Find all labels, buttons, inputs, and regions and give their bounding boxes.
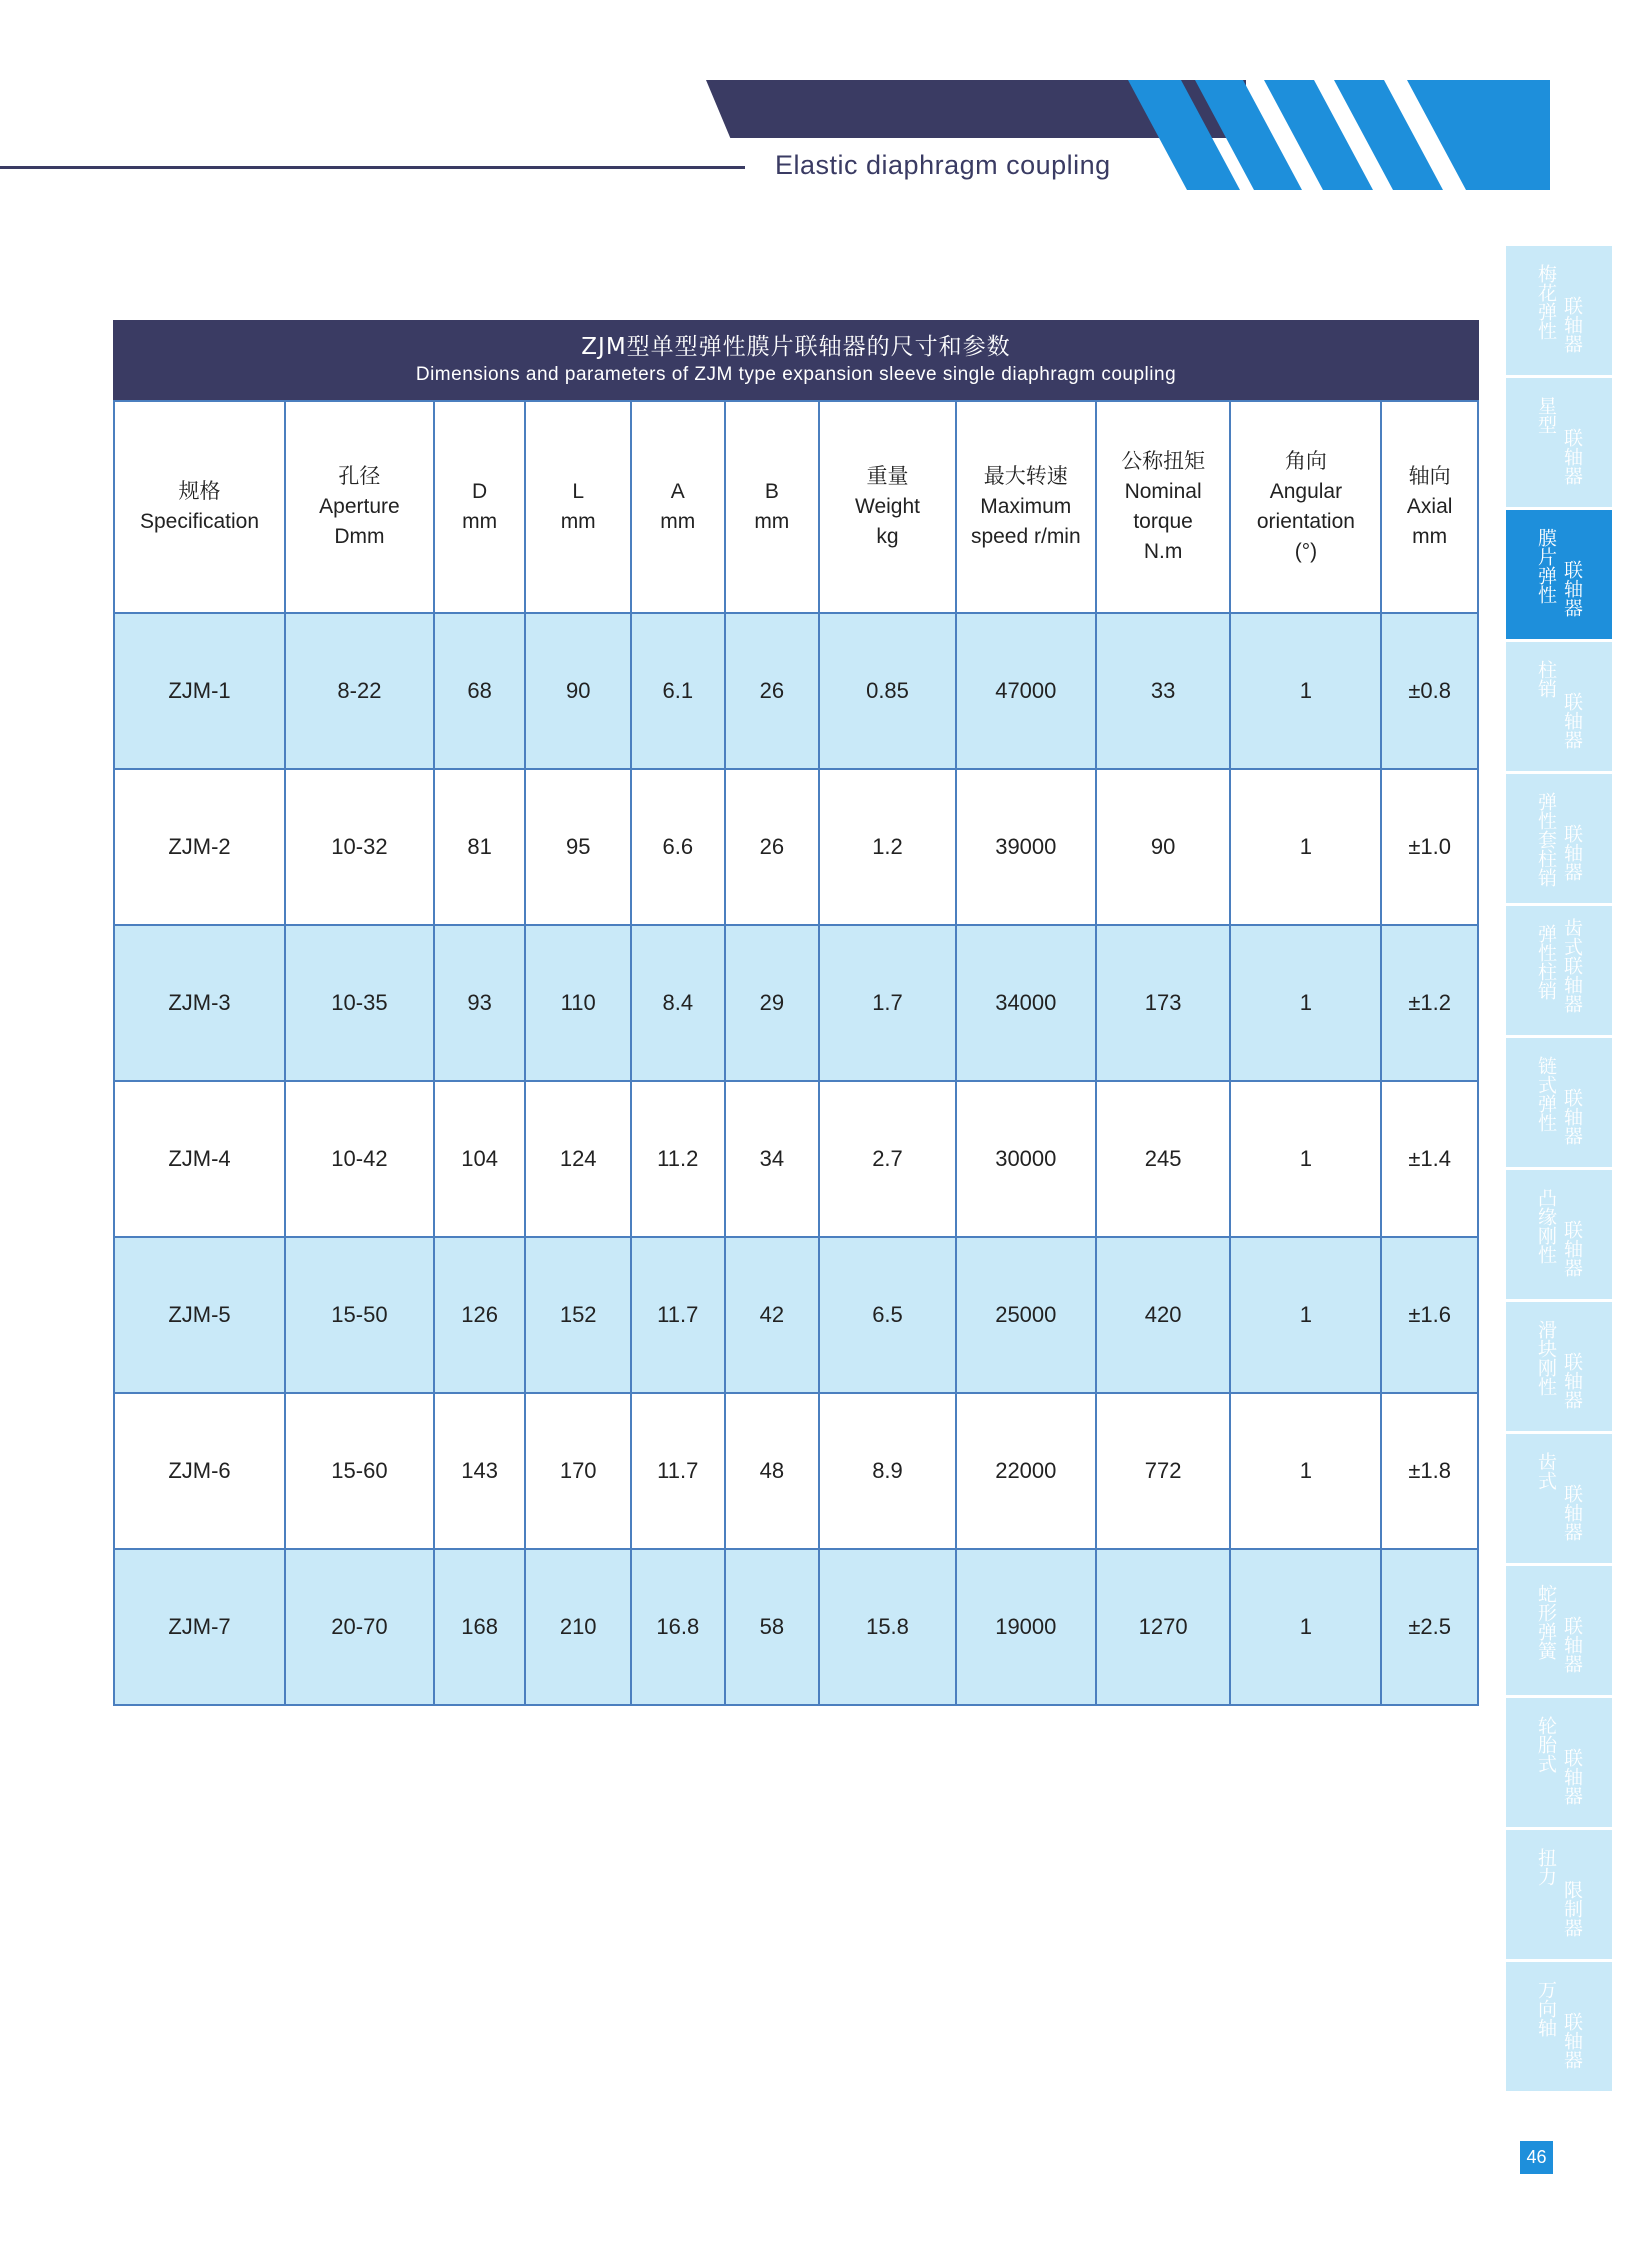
side-tab-label-2: 膜片弹性 [1535, 528, 1557, 604]
table-cell: ±1.4 [1381, 1081, 1478, 1237]
side-nav [1506, 246, 1612, 2094]
table-cell: 126 [434, 1237, 526, 1393]
column-header-line: 角向 [1284, 450, 1327, 473]
column-header-line: (°) [1294, 540, 1318, 563]
column-header [285, 401, 434, 613]
column-header [1230, 401, 1381, 613]
column-header [725, 401, 820, 613]
side-tab-label-2: 柱销 [1535, 660, 1557, 698]
side-tab[interactable] [1506, 1698, 1612, 1827]
column-header-line: mm [660, 510, 696, 533]
table-cell: 15-50 [285, 1237, 434, 1393]
table-cell: ZJM-7 [114, 1549, 285, 1705]
table-cell: 16.8 [631, 1549, 725, 1705]
table-cell: 58 [725, 1549, 820, 1705]
table-cell: 34 [725, 1081, 820, 1237]
table-cell: 48 [725, 1393, 820, 1549]
table-cell: ±1.2 [1381, 925, 1478, 1081]
column-header [525, 401, 631, 613]
table-cell: 1 [1230, 1549, 1381, 1705]
table-cell: 20-70 [285, 1549, 434, 1705]
side-tab-label-2: 轮胎式 [1535, 1716, 1557, 1773]
column-header-line: D [472, 480, 488, 503]
column-header-line: L [572, 480, 585, 503]
column-header [631, 401, 725, 613]
table-cell: 10-35 [285, 925, 434, 1081]
side-tab-label-1: 联轴器 [1561, 560, 1583, 617]
side-tab[interactable] [1506, 1170, 1612, 1299]
side-tab-label-2: 滑块刚性 [1535, 1320, 1557, 1396]
table-cell: 68 [434, 613, 526, 769]
side-tab-label-1: 联轴器 [1561, 824, 1583, 881]
table-cell: 6.5 [819, 1237, 956, 1393]
table-cell: 22000 [956, 1393, 1096, 1549]
side-tab-label-1: 联轴器 [1561, 1352, 1583, 1409]
table-cell: 0.85 [819, 613, 956, 769]
side-tab-label-2: 链式弹性 [1535, 1056, 1557, 1132]
table-cell: 6.1 [631, 613, 725, 769]
column-header [1096, 401, 1231, 613]
table-cell: 81 [434, 769, 526, 925]
column-header-line: 重量 [866, 465, 909, 488]
table-title-cn: ZJM型单型弹性膜片联轴器的尺寸和参数 [581, 334, 1011, 360]
side-tab-label-2: 梅花弹性 [1535, 264, 1557, 340]
table-cell: 15-60 [285, 1393, 434, 1549]
side-tab[interactable] [1506, 642, 1612, 771]
column-header-line: Dmm [334, 525, 385, 548]
table-cell: 90 [1096, 769, 1231, 925]
side-tab[interactable] [1506, 906, 1612, 1035]
column-header [1381, 401, 1478, 613]
table-cell: 15.8 [819, 1549, 956, 1705]
table-cell: 29 [725, 925, 820, 1081]
table-cell: ZJM-6 [114, 1393, 285, 1549]
side-tab-label-1: 联轴器 [1561, 1088, 1583, 1145]
table-cell: 25000 [956, 1237, 1096, 1393]
table-cell: 110 [525, 925, 631, 1081]
table-cell: 1.2 [819, 769, 956, 925]
side-tab[interactable] [1506, 1434, 1612, 1563]
table-cell: 30000 [956, 1081, 1096, 1237]
side-tab-label-1: 联轴器 [1561, 1748, 1583, 1805]
table-cell: 143 [434, 1393, 526, 1549]
table-cell: 93 [434, 925, 526, 1081]
table-cell: 33 [1096, 613, 1231, 769]
table-cell: 1 [1230, 613, 1381, 769]
column-header-line: speed r/min [970, 525, 1081, 548]
table-cell: ±1.6 [1381, 1237, 1478, 1393]
side-tab-label-1: 联轴器 [1561, 692, 1583, 749]
table-cell: ZJM-4 [114, 1081, 285, 1237]
table-cell: 11.7 [631, 1237, 725, 1393]
side-tab[interactable] [1506, 1830, 1612, 1959]
side-tab-label-2: 弹性柱销 [1535, 924, 1557, 1000]
table-row [114, 613, 1478, 769]
table-cell: 152 [525, 1237, 631, 1393]
table-cell: 1 [1230, 925, 1381, 1081]
side-tab-label-1: 联轴器 [1561, 1484, 1583, 1541]
page-number: 46 [1520, 2141, 1553, 2174]
table-title-en: Dimensions and parameters of ZJM type expansion sleeve single diaphragm coupling [415, 364, 1177, 385]
side-tab[interactable] [1506, 1302, 1612, 1431]
table-cell: 26 [725, 769, 820, 925]
table-cell: 8.9 [819, 1393, 956, 1549]
side-tab-label-2: 万向轴 [1535, 1980, 1557, 2037]
column-header [819, 401, 956, 613]
side-tab[interactable] [1506, 510, 1612, 639]
column-header-line: Angular [1269, 480, 1343, 503]
side-tab-label-1: 联轴器 [1561, 428, 1583, 485]
table-cell: 245 [1096, 1081, 1231, 1237]
header-title: Elastic diaphragm coupling [775, 150, 1111, 180]
table-cell: ZJM-1 [114, 613, 285, 769]
column-header-line: orientation [1256, 510, 1355, 533]
table-cell: ZJM-5 [114, 1237, 285, 1393]
side-tab[interactable] [1506, 1962, 1612, 2091]
table-cell: 124 [525, 1081, 631, 1237]
column-header-line: Aperture [319, 495, 400, 518]
side-tab[interactable] [1506, 774, 1612, 903]
spec-table-panel [113, 320, 1479, 1706]
side-tab-label-2: 弹性套柱销 [1535, 792, 1557, 887]
side-tab-label-1: 齿式联轴器 [1561, 918, 1583, 1013]
table-cell: 34000 [956, 925, 1096, 1081]
side-tab-label-1: 限制器 [1561, 1880, 1583, 1937]
table-cell: 1 [1230, 1237, 1381, 1393]
column-header-line: Maximum [980, 495, 1072, 518]
side-tab-label-2: 凸缘刚性 [1535, 1188, 1557, 1264]
table-row [114, 1549, 1478, 1705]
table-cell: 772 [1096, 1393, 1231, 1549]
side-tab[interactable] [1506, 378, 1612, 507]
table-cell: 170 [525, 1393, 631, 1549]
column-header-line: B [764, 480, 779, 503]
table-cell: ±1.8 [1381, 1393, 1478, 1549]
column-header-line: Axial [1406, 495, 1453, 518]
table-header-row [114, 401, 1478, 613]
spec-table [113, 400, 1479, 1706]
table-cell: 104 [434, 1081, 526, 1237]
table-cell: 173 [1096, 925, 1231, 1081]
table-cell: ±0.8 [1381, 613, 1478, 769]
table-cell: 6.6 [631, 769, 725, 925]
table-cell: 95 [525, 769, 631, 925]
side-tab-label-2: 齿式 [1535, 1452, 1557, 1490]
column-header-line: Weight [855, 495, 920, 518]
column-header-line: kg [876, 525, 899, 548]
table-cell: 19000 [956, 1549, 1096, 1705]
column-header [956, 401, 1096, 613]
table-cell: 168 [434, 1549, 526, 1705]
column-header-line: mm [560, 510, 596, 533]
column-header-line: 最大转速 [983, 465, 1068, 488]
table-row [114, 769, 1478, 925]
table-row [114, 925, 1478, 1081]
column-header-line: A [670, 480, 685, 503]
table-cell: 10-42 [285, 1081, 434, 1237]
table-cell: 39000 [956, 769, 1096, 925]
side-tab-label-2: 扭力 [1535, 1848, 1557, 1886]
table-cell: 90 [525, 613, 631, 769]
table-cell: 2.7 [819, 1081, 956, 1237]
side-tab[interactable] [1506, 1038, 1612, 1167]
column-header-line: 孔径 [338, 465, 381, 488]
column-header-line: Nominal [1124, 480, 1202, 503]
table-cell: 1270 [1096, 1549, 1231, 1705]
side-tab-label-1: 联轴器 [1561, 1616, 1583, 1673]
column-header-line: mm [754, 510, 790, 533]
side-tab-label-2: 星型 [1535, 396, 1557, 434]
table-cell: 11.7 [631, 1393, 725, 1549]
table-cell: ±2.5 [1381, 1549, 1478, 1705]
table-row [114, 1237, 1478, 1393]
column-header [434, 401, 526, 613]
table-cell: 8.4 [631, 925, 725, 1081]
side-tab-label-1: 联轴器 [1561, 296, 1583, 353]
side-tab-label-1: 联轴器 [1561, 2012, 1583, 2069]
column-header-line: Specification [139, 510, 260, 533]
column-header-line: torque [1133, 510, 1193, 533]
table-cell: 210 [525, 1549, 631, 1705]
table-cell: 420 [1096, 1237, 1231, 1393]
table-cell: 11.2 [631, 1081, 725, 1237]
table-cell: 1 [1230, 1393, 1381, 1549]
side-tab-label-1: 联轴器 [1561, 1220, 1583, 1277]
table-cell: ±1.0 [1381, 769, 1478, 925]
table-row [114, 1081, 1478, 1237]
table-title [113, 320, 1479, 400]
table-cell: 1 [1230, 769, 1381, 925]
column-header [114, 401, 285, 613]
column-header-line: mm [1412, 525, 1448, 548]
column-header-line: N.m [1143, 540, 1183, 563]
column-header-line: 公称扭矩 [1121, 450, 1206, 473]
table-cell: 1.7 [819, 925, 956, 1081]
column-header-line: 轴向 [1408, 465, 1451, 488]
table-cell: 1 [1230, 1081, 1381, 1237]
table-cell: ZJM-2 [114, 769, 285, 925]
table-cell: ZJM-3 [114, 925, 285, 1081]
table-cell: 8-22 [285, 613, 434, 769]
column-header-line: 规格 [178, 480, 221, 503]
table-cell: 10-32 [285, 769, 434, 925]
side-tab[interactable] [1506, 1566, 1612, 1695]
side-tab-label-2: 蛇形弹簧 [1535, 1584, 1557, 1660]
table-cell: 42 [725, 1237, 820, 1393]
side-tab[interactable] [1506, 246, 1612, 375]
table-cell: 47000 [956, 613, 1096, 769]
table-row [114, 1393, 1478, 1549]
table-cell: 26 [725, 613, 820, 769]
column-header-line: mm [462, 510, 498, 533]
